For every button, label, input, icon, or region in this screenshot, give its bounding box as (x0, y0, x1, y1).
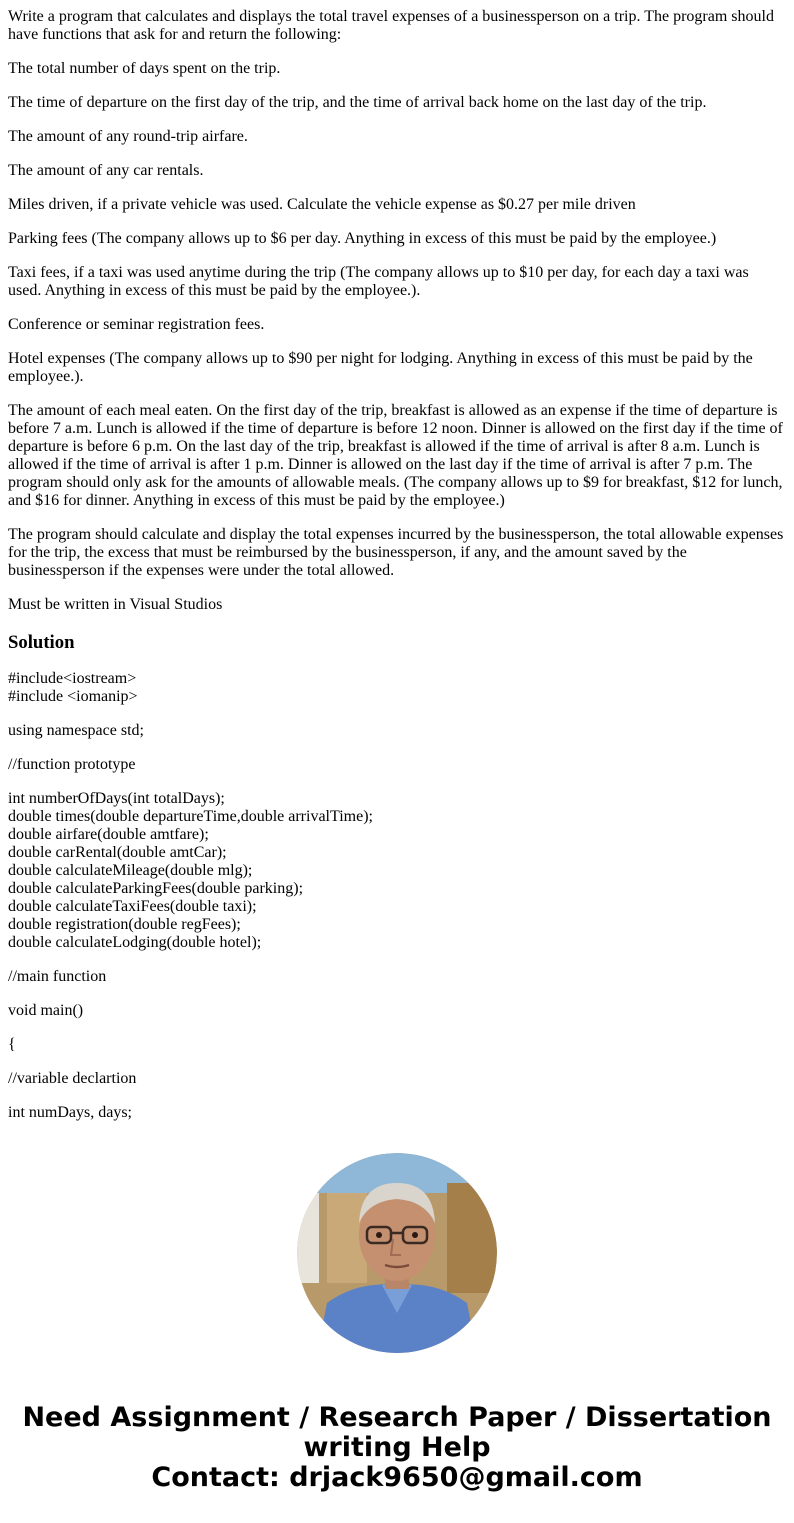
code-prototype-comment: //function prototype (8, 756, 136, 773)
code-open-brace: { (8, 1036, 16, 1053)
code-var-comment: //variable declartion (8, 1070, 137, 1087)
code-line: double registration(double regFees); (8, 916, 241, 933)
footer-banner (0, 1403, 794, 1493)
author-avatar (297, 1153, 497, 1353)
code-main-comment: //main function (8, 968, 107, 985)
question-content (8, 8, 786, 1138)
code-line: double airfare(double amtfare); (8, 826, 209, 843)
author-portrait (297, 1153, 497, 1353)
code-line: double times(double departureTime,double arrivalTime); (8, 808, 373, 825)
requirement-meals: The amount of each meal eaten. On the first day of the trip, breakfast is allowed as an expense if the time of departure is before 7 a.m. Lunch is allowed if the time of departure is before 12 noon. Dinner is allowed on the first day if the time of departure is before 6 p.m. On the last day of the trip, breakfast is allowed if the time of arrival is after 8 a.m. Lunch is allowed if the time of arrival is after 1 p.m. Dinner is allowed on the last day if the time of arrival is after 7 p.m. The program should only ask for the amounts of allowable meals. (The company allows up to $9 for breakfast, $12 for lunch, and $16 for dinner. Anything in excess of this must be paid by the employee.) (8, 402, 783, 509)
requirement-miles: Miles driven, if a private vehicle was used. Calculate the vehicle expense as $0.27 per mile driven (8, 196, 636, 213)
code-line: #include <iomanip> (8, 688, 138, 705)
code-var-decl: int numDays, days; (8, 1104, 132, 1121)
code-line: #include<iostream> (8, 670, 137, 687)
requirement-car-rental: The amount of any car rentals. (8, 162, 204, 179)
code-line: int numberOfDays(int totalDays); (8, 790, 225, 807)
question-intro: Write a program that calculates and displays the total travel expenses of a businessperson on a trip. The program should have functions that ask for and return the following: (8, 8, 774, 43)
solution-heading: Solution (8, 632, 75, 653)
requirement-parking: Parking fees (The company allows up to $6 per day. Anything in excess of this must be paid by the employee.) (8, 230, 717, 247)
requirement-hotel: Hotel expenses (The company allows up to $90 per night for lodging. Anything in excess of this must be paid by the employee.). (8, 350, 753, 385)
requirement-output: The program should calculate and display the total expenses incurred by the businessperson, the total allowable expenses for the trip, the excess that must be reimbursed by the businessperson, if any, and the amount saved by the businessperson if the expenses were under the total allowed. (8, 526, 784, 579)
code-includes (8, 670, 786, 706)
requirement-platform: Must be written in Visual Studios (8, 596, 223, 613)
code-line: double calculateLodging(double hotel); (8, 934, 262, 951)
requirement-registration: Conference or seminar registration fees. (8, 316, 265, 333)
requirement-days: The total number of days spent on the trip. (8, 60, 281, 77)
code-line: double carRental(double amtCar); (8, 844, 227, 861)
footer-line: writing Help (303, 1432, 491, 1463)
requirement-airfare: The amount of any round-trip airfare. (8, 128, 248, 145)
code-line: double calculateParkingFees(double parking); (8, 880, 304, 897)
code-line: double calculateTaxiFees(double taxi); (8, 898, 257, 915)
code-prototypes (8, 790, 786, 952)
code-main-signature: void main() (8, 1002, 84, 1019)
code-line: double calculateMileage(double mlg); (8, 862, 253, 879)
requirement-times: The time of departure on the first day of the trip, and the time of arrival back home on the last day of the trip. (8, 94, 707, 111)
requirement-taxi: Taxi fees, if a taxi was used anytime during the trip (The company allows up to $10 per day, for each day a taxi was used. Anything in excess of this must be paid by the employee.). (8, 264, 749, 299)
footer-line: Need Assignment / Research Paper / Dissertation (22, 1402, 772, 1433)
code-using: using namespace std; (8, 722, 144, 739)
footer-contact: Contact: drjack9650@gmail.com (151, 1462, 643, 1493)
